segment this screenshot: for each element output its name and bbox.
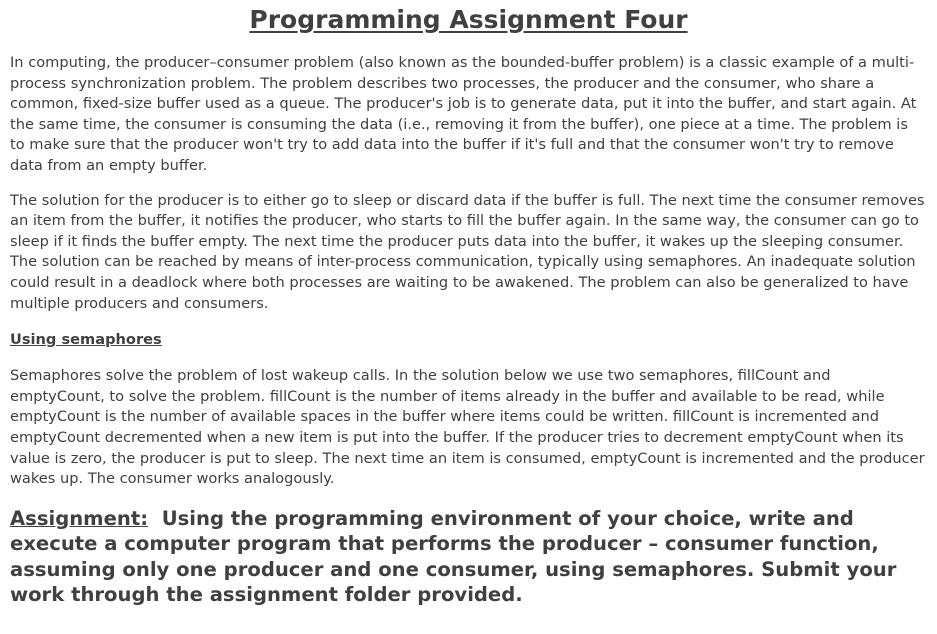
assignment-label: Assignment: (10, 506, 149, 530)
intro-paragraph: In computing, the producer–consumer problem (also known as the bounded-buffer problem) is a classic example of a multi-process synchronization problem. The problem describes two processes, the producer and the consumer, who share a common, fixed-size buffer used as a queue. The producer's job is to generate data, put it into the buffer, and start again. At the same time, the consumer is consuming the data (i.e., removing it from the buffer), one piece at a time. The problem is to make sure that the producer won't try to add data into the buffer if it's full and that the consumer won't try to remove data from an empty buffer. (10, 54, 917, 174)
assignment-text: Using the programming environment of your choice, write and execute a computer program that performs the producer – consumer function, assuming only one producer and one consumer, using semaphores. Submit your work through the assignment folder provided. (10, 506, 897, 607)
semaphores-paragraph: Semaphores solve the problem of lost wakeup calls. In the solution below we use two semaphores, fillCount and emptyCount, to solve the problem. fillCount is the number of items already in the buffer and available to be read, while emptyCount is the number of available spaces in the buffer where items could be written. fillCount is incremented and emptyCount decremented when a new item is put into the buffer. If the producer tries to decrement emptyCount when its value is zero, the producer is put to sleep. The next time an item is consumed, emptyCount is incremented and the producer wakes up. The consumer works analogously. (10, 367, 925, 488)
assignment-instructions (10, 506, 927, 608)
page-title: Programming Assignment Four (249, 5, 688, 34)
solution-paragraph: The solution for the producer is to either go to sleep or discard data if the buffer is full. The next time the consumer removes an item from the buffer, it notifies the producer, who starts to fill the buffer again. In the same way, the consumer can go to sleep if it finds the buffer empty. The next time the producer puts data into the buffer, it wakes up the sleeping consumer. The solution can be reached by means of inter-process communication, typically using semaphores. An inadequate solution could result in a deadlock where both processes are waiting to be awakened. The problem can also be generalized to have multiple producers and consumers. (10, 191, 925, 312)
semaphores-subheading: Using semaphores (10, 331, 162, 349)
